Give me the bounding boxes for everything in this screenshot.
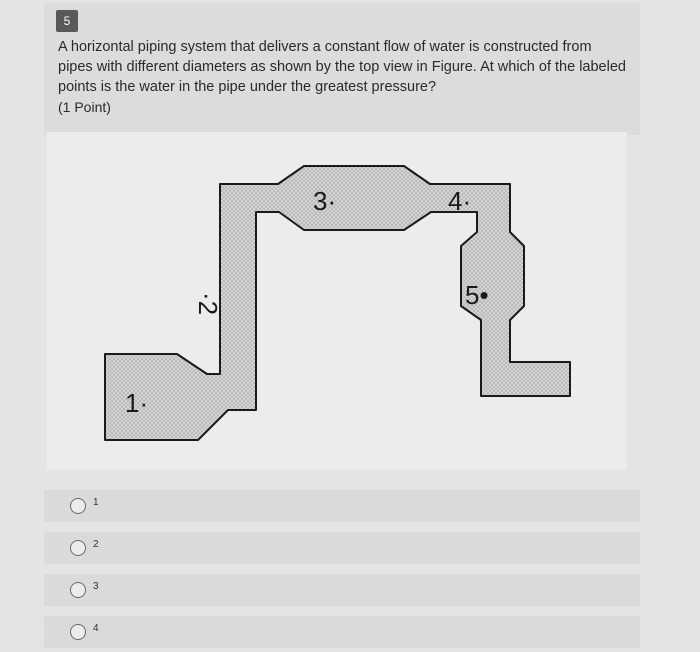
question-text: A horizontal piping system that delivers a constant flow of water is constructed from pipes with different diameters as shown by the top view in Figure. At which of the labeled points is the water in the pipe under the greatest pressure? [58,39,626,95]
radio-button[interactable] [70,540,86,556]
piping-diagram [47,132,627,470]
question-points: (1 Point) [58,99,111,115]
radio-button[interactable] [70,498,86,514]
radio-button[interactable] [70,624,86,640]
option-label: 4 [93,623,99,634]
answer-option-3[interactable] [44,574,640,606]
answer-option-2[interactable] [44,532,640,564]
pipe-network [105,166,570,440]
point-label-2: ·2 [193,292,223,316]
point-label-4: 4· [448,186,472,216]
point-label-5: 5• [465,280,489,310]
radio-button[interactable] [70,582,86,598]
option-label: 1 [93,497,99,508]
option-label: 3 [93,581,99,592]
answer-option-4[interactable] [44,616,640,648]
point-label-1: 1· [125,388,149,418]
point-label-3: 3· [313,186,337,216]
question-number-badge: 5 [56,10,78,32]
piping-figure [47,132,627,470]
option-label: 2 [93,539,99,550]
answer-option-1[interactable] [44,490,640,522]
